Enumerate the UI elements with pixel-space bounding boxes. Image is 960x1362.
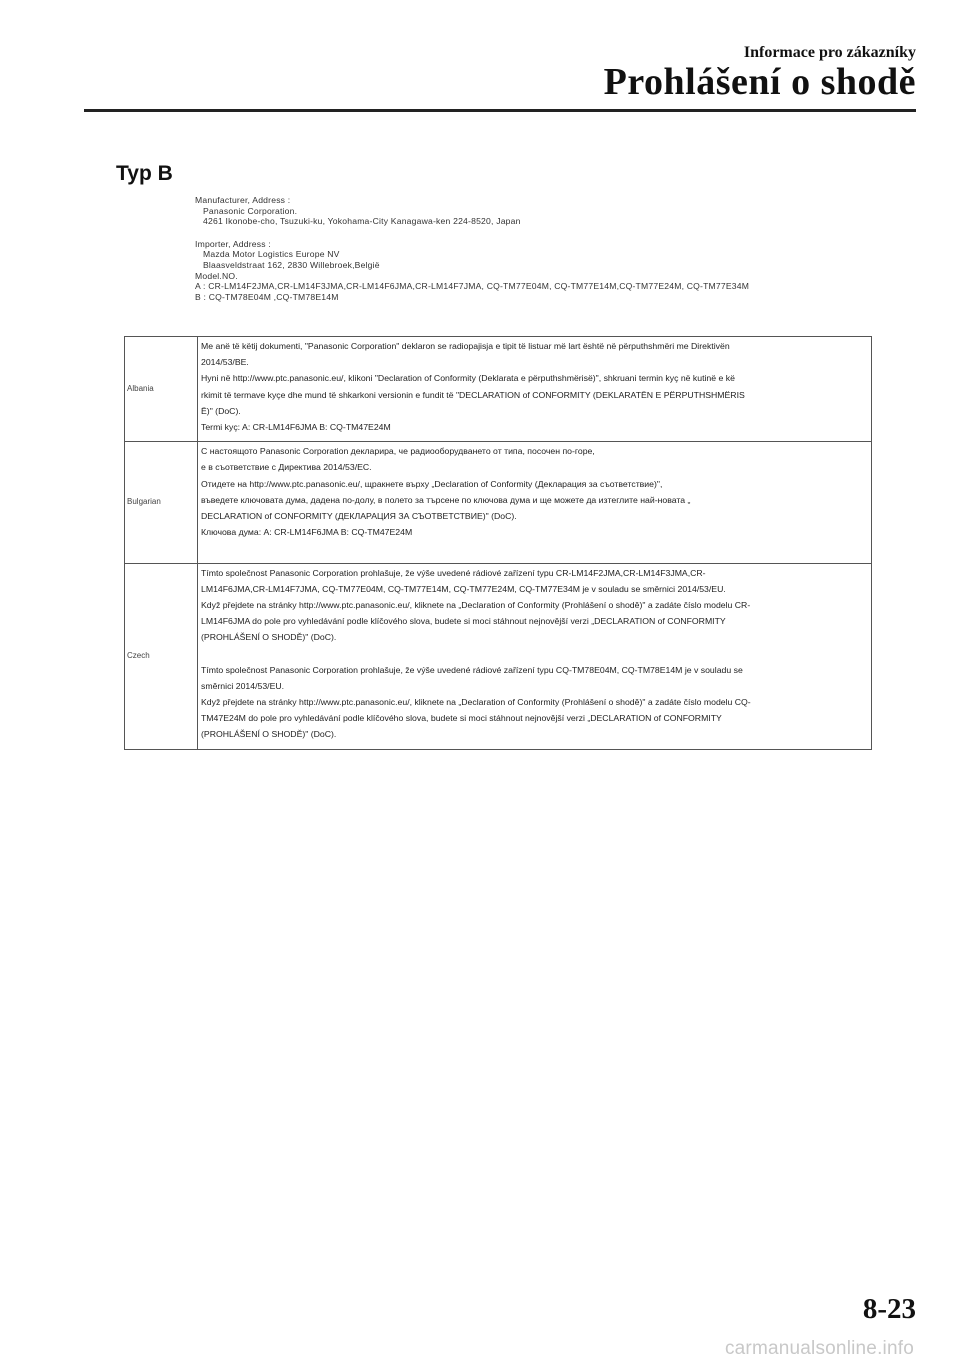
declaration-paragraph: С настоящото Panasonic Corporation декларира, че радиооборудването от типа, посочен по-горе, е в съответствие с Директива 2014/53/ЕС. Отидете на http://www.ptc.panasonic.eu/, щракнете върху „Declaration of Conformity (Декларация за съответствие)", въведете ключовата дума, дадена по-долу, в полето за търсене по ключова дума и ще можете да изтеглите най-новата „ DECLARATION of CONFORMITY (ДЕКЛАРАЦИЯ ЗА СЪОТВЕТСТВИЕ)" (DoC). Ключова дума: A: CR-LM14F6JMA B: CQ-TM47E24M [201, 446, 691, 538]
info-spacer [195, 227, 749, 239]
declaration-text-cell [198, 563, 872, 749]
declaration-table [124, 336, 872, 750]
info-line: Model.NO. [195, 270, 238, 281]
info-line: A : CR-LM14F2JMA,CR-LM14F3JMA,CR-LM14F6JMA,CR-LM14F7JMA, CQ-TM77E04M, CQ-TM77E14M,CQ-TM77E24M, CQ-TM77E34M [195, 281, 750, 292]
language-cell: Albania [125, 337, 198, 442]
info-line: Blaasveldstraat 162, 2830 Willebroek,België [203, 259, 380, 270]
declaration-row [125, 563, 872, 749]
watermark: carmanualsonline.info [724, 1338, 914, 1359]
manufacturer-info-block [195, 195, 749, 302]
declaration-row [125, 442, 872, 563]
info-line: Manufacturer, Address : [195, 195, 291, 205]
declaration-text-cell [198, 442, 872, 563]
page-number: 8-23 [862, 1293, 916, 1325]
declaration-paragraph: Tímto společnost Panasonic Corporation prohlašuje, že výše uvedené rádiové zařízení typu CQ-TM78E04M, CQ-TM78E14M je v souladu se směrnici 2014/53/EU. Když přejdete na stránky http://www.ptc.panasonic.eu/, kliknete na „Declaration of Conformity (Prohlášení o shodě)" a zadáte číslo modelu CQ- TM47E24M do pole pro vyhledávání podle klíčového slova, budete si moci stáhnout nejnovější verzi „DECLARATION of CONFORMITY (PROHLÁŠENÍ O SHODĚ)" (DoC). [201, 664, 751, 740]
declaration-paragraph: Tímto společnost Panasonic Corporation prohlašuje, že výše uvedené rádiové zařízení typu CR-LM14F2JMA,CR-LM14F3JMA,CR- LM14F6JMA,CR-LM14F7JMA, CQ-TM77E04M, CQ-TM77E14M, CQ-TM77E24M, CQ-TM77E34M je v souladu se směrnici 2014/53/EU. Když přejdete na stránky http://www.ptc.panasonic.eu/, kliknete na „Declaration of Conformity (Prohlášení o shodě)" a zadáte číslo modelu CR- LM14F6JMA do pole pro vyhledávání podle klíčového slova, budete si moci stáhnout nejnovější verzi „DECLARATION of CONFORMITY (PROHLÁŠENÍ O SHODĚ)" (DoC). [201, 567, 751, 643]
info-line: Importer, Address : [195, 238, 271, 249]
header-divider [84, 109, 916, 112]
header-subtitle: Informace pro zákazníky [743, 44, 916, 61]
language-cell: Bulgarian [125, 442, 198, 563]
declaration-text-cell [198, 337, 872, 442]
language-cell: Czech [125, 563, 198, 749]
info-line: 4261 Ikonobe-cho, Tsuzuki-ku, Yokohama-City Kanagawa-ken 224-8520, Japan [203, 216, 521, 227]
info-line: Panasonic Corporation. [203, 205, 298, 216]
info-line: Mazda Motor Logistics Europe NV [203, 249, 340, 260]
declaration-row [125, 337, 872, 442]
info-line: B : CQ-TM78E04M ,CQ-TM78E14M [195, 291, 339, 302]
page-title: Prohlášení o shodě [603, 61, 916, 103]
section-title: Typ B [116, 162, 173, 185]
declaration-paragraph: Me anë të këtij dokumenti, "Panasonic Corporation" deklaron se radiopajisja e tipit të listuar më lart është në përputhshmëri me Direktivën 2014/53/BE. Hyni në http://www.ptc.panasonic.eu/, klikoni "Declaration of Conformity (Deklarata e përputhshmërisë)", shkruani termin kyç në kutinë e kë rkimit të termave kyçe dhe mund të shkarkoni versionin e fundit të "DECLARATION of CONFORMITY (DEKLARATËN E PËRPUTHSHMËRIS Ë)" (DoC). Termi kyç: A: CR-LM14F6JMA B: CQ-TM47E24M [201, 341, 745, 433]
